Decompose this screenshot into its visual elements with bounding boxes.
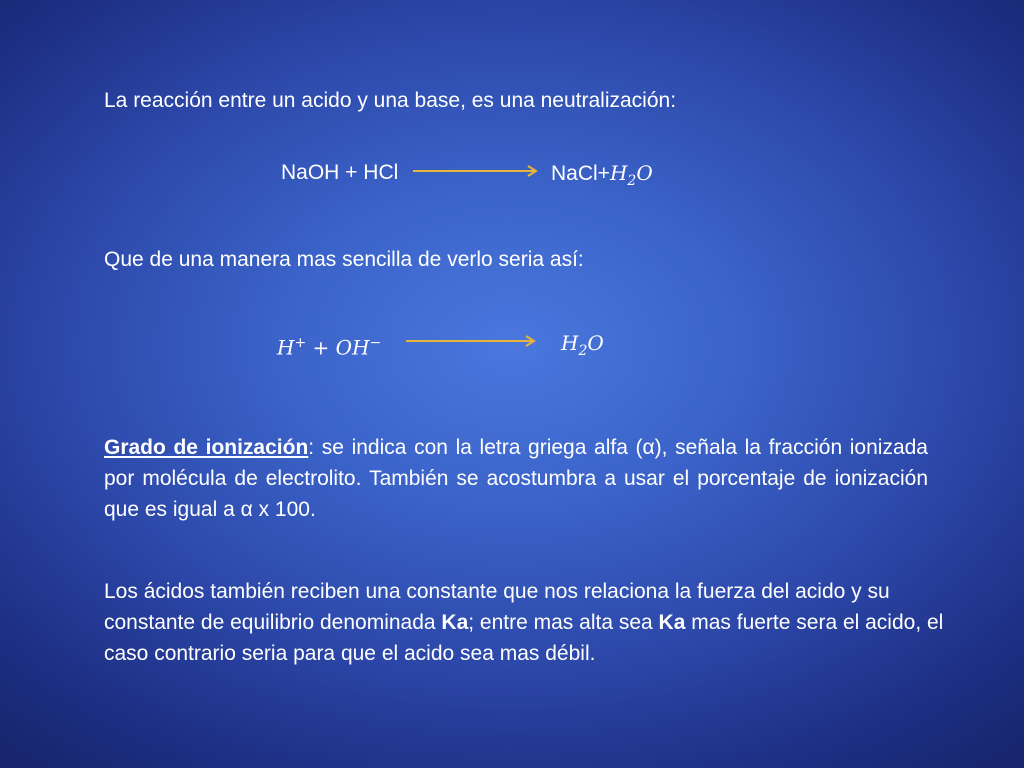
reaction2-product [561, 328, 604, 366]
reaction2-reactants [277, 328, 381, 363]
reaction2-product-h: H [561, 331, 579, 355]
ka-part3: mas fuerte sera el acido, el caso contrario seria para que el acido sea mas débil. [104, 611, 944, 665]
intro-text: La reacción entre un acido y una base, es una neutralización: [104, 89, 677, 112]
reaction1-arrow-icon [411, 161, 541, 181]
ka-paragraph [104, 576, 954, 669]
ionization-term: Grado de ionización [104, 436, 309, 459]
ka-part1: Los ácidos también reciben una constante que nos relaciona la fuerza del acido y su constante de equilibrio denominada [104, 580, 890, 634]
reaction1-product-formula [609, 161, 653, 189]
ka-term-2: Ka [658, 611, 686, 634]
reaction1-product [551, 158, 653, 196]
reaction2-oh-sup: − [369, 335, 382, 351]
reaction2-product-sub: 2 [578, 343, 588, 359]
ka-term-1: Ka [441, 611, 469, 634]
reaction1-reactants: NaOH + HCl [281, 161, 399, 184]
ionization-paragraph [104, 432, 928, 525]
reaction1-product-h: H [609, 161, 628, 185]
ka-part2: ; entre mas alta sea [468, 611, 659, 634]
reaction2-arrow-icon [404, 331, 539, 351]
reaction2-product-o: O [587, 331, 604, 355]
reaction1-product-sub: 2 [627, 173, 637, 189]
ionization-text: : se indica con la letra griega alfa (α), señala la fracción ionizada por molécula de electrolito. También se acostumbra a usar el porcentaje de ionización que es igual a α x 100. [104, 436, 928, 521]
reaction2-h: H [277, 335, 295, 360]
reaction2-oh: OH [335, 335, 370, 360]
reaction1-product-prefix: NaCl+ [551, 162, 610, 185]
reaction2-plus: + [306, 335, 336, 360]
reaction1-product-o: O [636, 161, 653, 185]
reaction2-h-sup: + [294, 335, 307, 351]
simple-intro-text: Que de una manera mas sencilla de verlo seria así: [104, 248, 584, 271]
